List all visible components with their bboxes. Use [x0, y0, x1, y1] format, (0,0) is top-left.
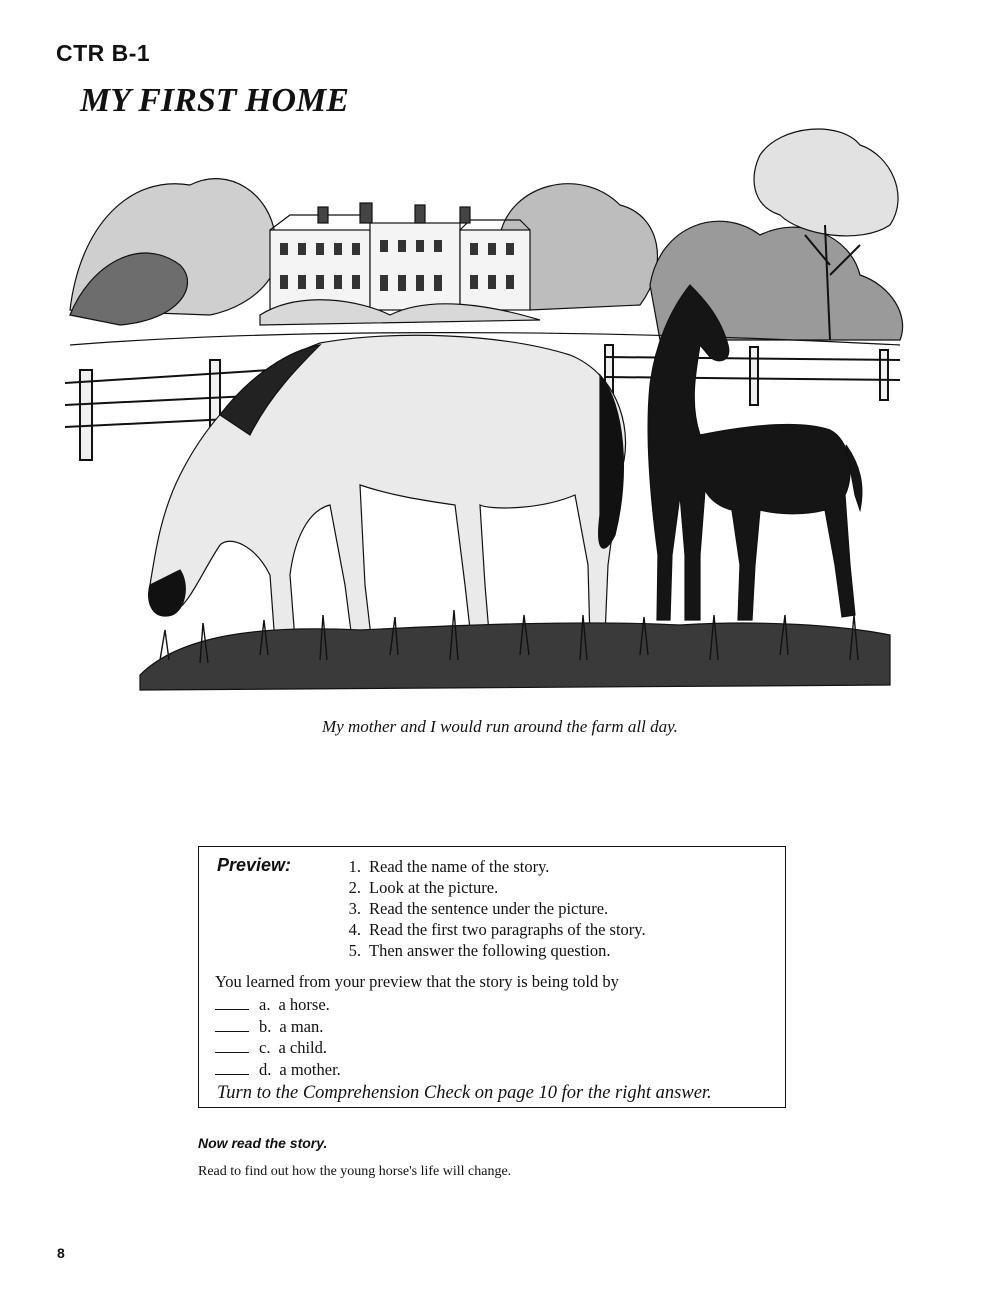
step-number: 3. [348, 899, 361, 918]
horse-farm-illustration [60, 115, 920, 705]
answer-option [215, 1037, 341, 1059]
answer-option [215, 994, 341, 1016]
step-text: Read the first two paragraphs of the story. [369, 920, 646, 939]
step-text: Read the sentence under the picture. [369, 899, 609, 918]
answer-blank[interactable] [215, 1019, 249, 1032]
reading-purpose: Read to find out how the young horse's life will change. [198, 1164, 512, 1179]
now-read-heading: Now read the story. [198, 1135, 328, 1151]
option-letter: b. [259, 1016, 272, 1036]
answer-blank[interactable] [215, 1040, 249, 1053]
comprehension-check-note: Turn to the Comprehension Check on page 10 for the right answer. [217, 1083, 712, 1103]
preview-step [331, 898, 646, 919]
option-letter: c. [259, 1038, 271, 1057]
option-letter: a. [259, 995, 271, 1014]
step-text: Read the name of the story. [369, 857, 550, 876]
preview-label: Preview: [217, 855, 292, 875]
option-text: a horse. [278, 995, 330, 1014]
preview-step [331, 877, 646, 898]
option-text: a child. [278, 1038, 328, 1057]
document-code: CTR B-1 [56, 40, 151, 66]
answer-option [215, 1059, 341, 1081]
story-title: MY FIRST HOME [80, 82, 349, 119]
step-number: 1. [348, 857, 361, 876]
page-number: 8 [57, 1245, 65, 1261]
preview-step [331, 919, 646, 940]
step-number: 4. [348, 920, 361, 939]
step-number: 2. [348, 878, 361, 897]
answer-blank[interactable] [215, 997, 249, 1010]
preview-question: You learned from your preview that the story is being told by [215, 972, 619, 991]
answer-blank[interactable] [215, 1062, 249, 1075]
illustration-caption: My mother and I would run around the farm all day. [322, 717, 678, 736]
answer-option [215, 1016, 341, 1038]
step-number: 5. [348, 941, 361, 960]
option-text: a man. [279, 1016, 324, 1036]
option-letter: d. [259, 1059, 272, 1079]
step-text: Then answer the following question. [369, 941, 611, 960]
option-text: a mother. [279, 1059, 341, 1079]
preview-step [331, 856, 646, 877]
preview-step [331, 940, 646, 961]
preview-box [198, 846, 786, 1108]
step-text: Look at the picture. [369, 878, 499, 897]
answer-options [215, 994, 341, 1080]
preview-steps [331, 856, 646, 961]
